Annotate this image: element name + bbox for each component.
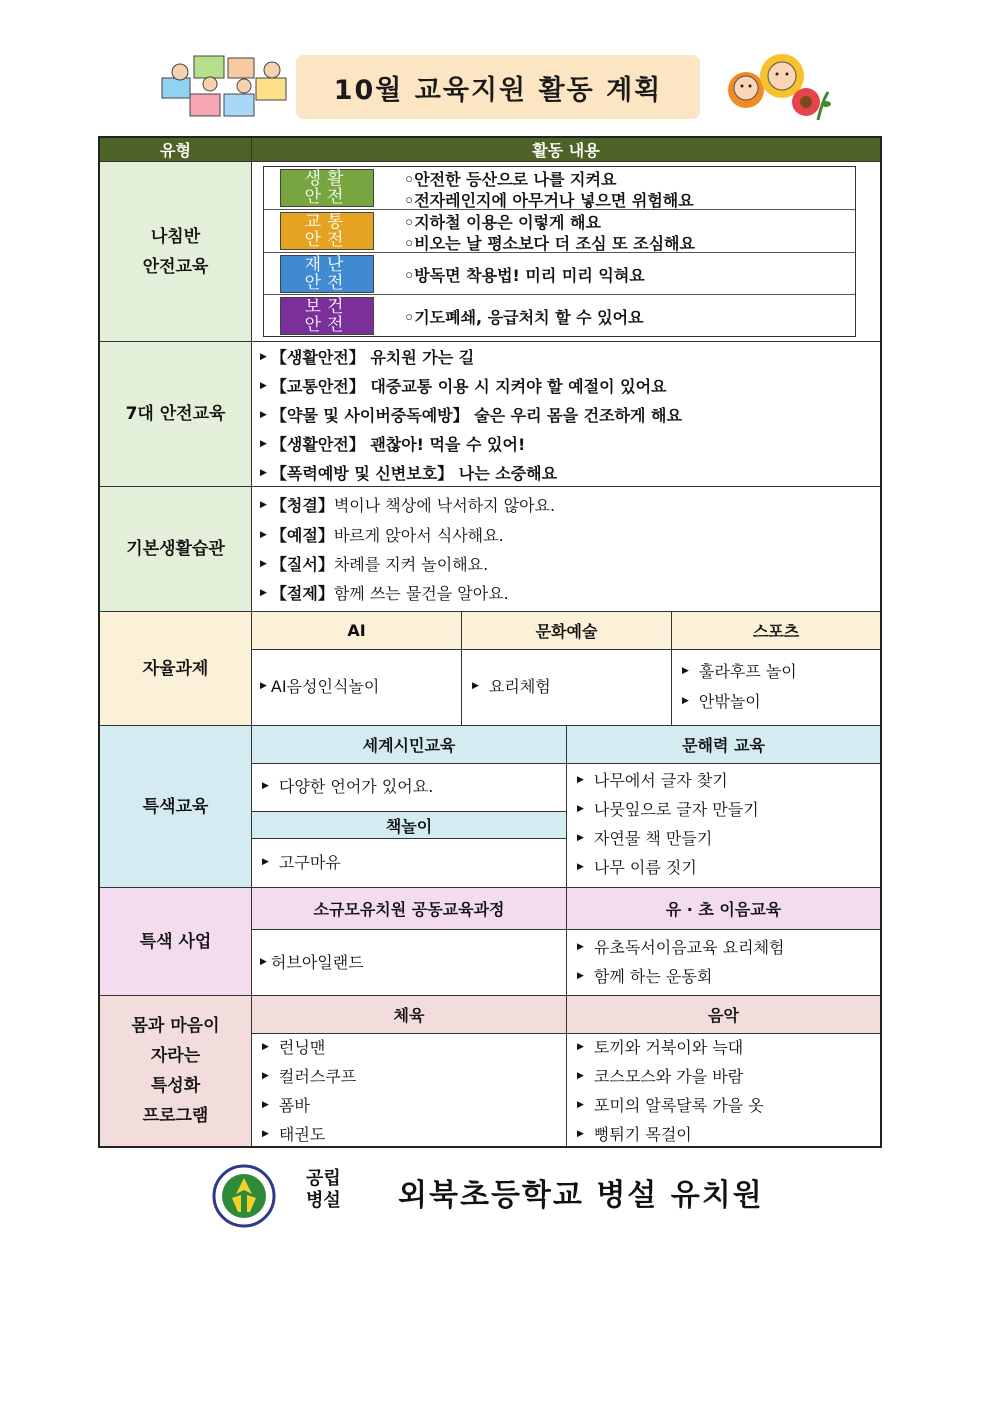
category-seven-safety: 7대 안전교육 <box>100 342 252 487</box>
children-clipart-left <box>160 48 290 120</box>
list-item: ▶ 허브아일랜드 <box>260 953 364 972</box>
category-nachim-safety: 나침반 안전교육 <box>100 162 252 342</box>
list-item: ▶ 폼바 <box>262 1096 310 1115</box>
public-affiliated-label: 공립 병설 <box>306 1168 341 1211</box>
literacy-content <box>567 764 880 888</box>
list-item: ▶ 런닝맨 <box>262 1038 326 1057</box>
page-title: 10월 교육지원 활동 계획 <box>296 55 700 119</box>
pe-header: 체육 <box>252 996 567 1034</box>
list-item: ▶ 【약물 및 사이버중독예방】 술은 우리 몸을 건조하게 해요 <box>260 406 682 425</box>
music-header: 음악 <box>567 996 880 1034</box>
school-name: 외북초등학교 병설 유치원 <box>398 1178 764 1213</box>
list-item: ▶ 고구마유 <box>262 853 341 872</box>
list-item: ▶ 【절제】 함께 쓰는 물건을 알아요. <box>260 584 509 603</box>
list-item: ▶ 함께 하는 운동회 <box>577 967 713 986</box>
safety-row-life <box>264 167 855 210</box>
global-citizen-header: 세계시민교육 <box>252 726 567 764</box>
list-item: ▶ 【예절】 바르게 앉아서 식사해요. <box>260 526 504 545</box>
pe-content <box>252 1034 567 1146</box>
list-item: ▶ 유초독서이음교육 요리체험 <box>577 938 785 957</box>
safety-row-disaster <box>264 253 855 295</box>
badge-life-safety: 생활 안전 <box>280 169 374 207</box>
list-item: ▶ 【폭력예방 및 신변보호】 나는 소중해요 <box>260 464 558 483</box>
category-special-education: 특색교육 <box>100 726 252 888</box>
music-content <box>567 1034 880 1146</box>
list-item: ▶ 훌라후프 놀이 <box>682 662 797 681</box>
seven-content <box>252 342 880 487</box>
book-play-content <box>252 839 567 888</box>
list-item: ▶ 【생활안전】 유치원 가는 길 <box>260 348 475 367</box>
category-special-project: 특색 사업 <box>100 888 252 996</box>
badge-traffic-safety: 교통 안전 <box>280 212 374 250</box>
list-item: ▶ 뻥튀기 목걸이 <box>577 1125 692 1144</box>
category-body-mind-program: 몸과 마음이 자라는 특성화 프로그램 <box>100 996 252 1146</box>
global-citizen-content <box>252 764 567 812</box>
flower-children-clipart <box>718 42 836 124</box>
autonomy-col-culture: 문화예술 <box>462 612 672 650</box>
safety-row-health <box>264 295 855 337</box>
school-emblem-logo <box>212 1164 276 1228</box>
category-habit: 기본생활습관 <box>100 487 252 612</box>
list-item: ▶ 컬러스쿠프 <box>262 1067 357 1086</box>
col-header-type: 유형 <box>100 138 252 162</box>
list-item: ▶ 안밖놀이 <box>682 692 761 711</box>
list-item: ▶ 【생활안전】 괜찮아! 먹을 수 있어! <box>260 435 526 454</box>
list-item: ▶ 【질서】 차례를 지켜 놀이해요. <box>260 555 489 574</box>
list-item: ▶ 【교통안전】 대중교통 이용 시 지켜야 할 예절이 있어요 <box>260 377 667 396</box>
col-header-content: 활동 내용 <box>252 138 880 162</box>
habit-content <box>252 487 880 612</box>
list-item: ▶ 나뭇잎으로 글자 만들기 <box>577 800 759 819</box>
list-item: ▶ 토끼와 거북이와 늑대 <box>577 1038 744 1057</box>
small-kindergarten-header: 소규모유치원 공동교육과정 <box>252 888 567 930</box>
small-kindergarten-content <box>252 930 567 996</box>
list-item: ▶ 코스모스와 가을 바람 <box>577 1067 744 1086</box>
literacy-header: 문해력 교육 <box>567 726 880 764</box>
list-item: ▶ 【청결】 벽이나 책상에 낙서하지 않아요. <box>260 496 556 515</box>
safety-item: ◦지하철 이용은 이렇게 해요 <box>404 213 601 232</box>
book-play-header: 책놀이 <box>252 812 567 839</box>
list-item: ▶ 요리체험 <box>472 677 551 696</box>
category-autonomy: 자율과제 <box>100 612 252 726</box>
safety-item: ◦비오는 날 평소보다 더 조심 또 조심해요 <box>404 234 695 253</box>
autonomy-culture-content <box>462 650 672 726</box>
list-item: ▶ 나무 이름 짓기 <box>577 858 697 877</box>
safety-item: ◦안전한 등산으로 나를 지켜요 <box>404 170 617 189</box>
autonomy-col-sports: 스포츠 <box>672 612 880 650</box>
safety-item: ◦기도폐쇄, 응급처치 할 수 있어요 <box>404 308 644 327</box>
badge-disaster-safety: 재난 안전 <box>280 255 374 293</box>
list-item: ▶ 나무에서 글자 찾기 <box>577 771 728 790</box>
list-item: ▶ 포미의 알록달록 가을 옷 <box>577 1096 764 1115</box>
autonomy-ai-content <box>252 650 462 726</box>
badge-health-safety: 보건 안전 <box>280 297 374 335</box>
autonomy-col-ai: AI <box>252 612 462 650</box>
safety-item: ◦방독면 착용법! 미리 미리 익혀요 <box>404 266 645 285</box>
linked-education-content <box>567 930 880 996</box>
safety-row-traffic <box>264 210 855 253</box>
safety-subtable <box>263 166 856 337</box>
list-item: ▶ 자연물 책 만들기 <box>577 829 713 848</box>
list-item: ▶ 태권도 <box>262 1125 326 1144</box>
list-item: ▶ AI음성인식놀이 <box>260 677 380 696</box>
linked-education-header: 유 · 초 이음교육 <box>567 888 880 930</box>
list-item: ▶ 다양한 언어가 있어요. <box>262 777 434 796</box>
safety-item: ◦전자레인지에 아무거나 넣으면 위험해요 <box>404 191 694 210</box>
autonomy-sports-content <box>672 650 880 726</box>
